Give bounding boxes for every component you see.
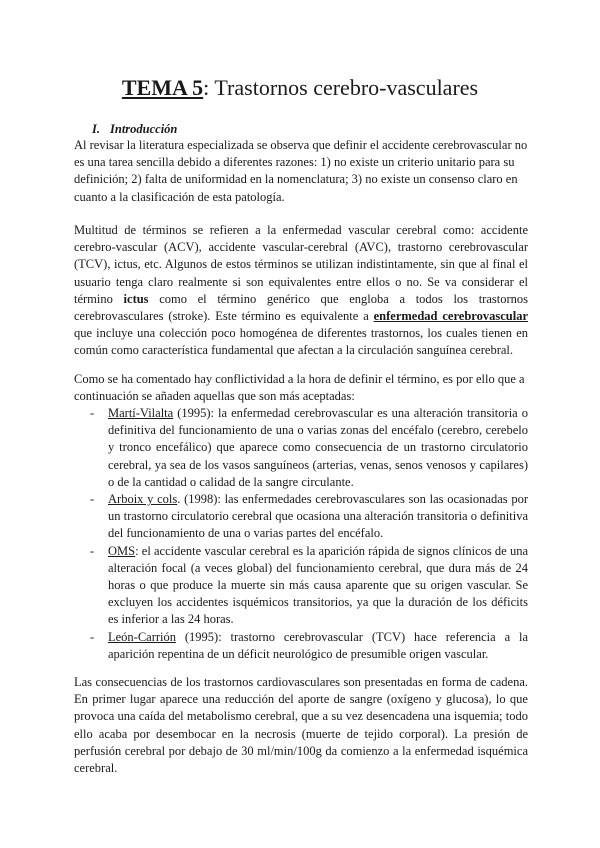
keyword-ictus: ictus <box>123 291 149 306</box>
list-item <box>74 543 528 629</box>
definition-text: . (1998): las enfermedades cerebrovasculares son las ocasionadas por un trastorno circulatorio cerebral que ocasiona una alteración transitoria o definitiva del funcionamiento de una o varias partes del encéfalo. <box>108 492 528 541</box>
list-dash: - <box>90 543 95 558</box>
section-number: I. <box>92 122 100 136</box>
definition-author: Martí-Vilalta <box>108 406 174 420</box>
paragraph-terminology-text-2: como el término genérico que engloba a todos los trastornos cerebrovasculares (stroke). Este término es equivalente a <box>74 291 528 324</box>
title-topic-number: TEMA 5 <box>121 75 204 100</box>
paragraph-definitions-intro: Como se ha comentado hay conflictividad a la hora de definir el término, es por ello que a continuación se añaden aquellas que son más aceptadas: <box>74 372 525 404</box>
list-item <box>74 405 528 491</box>
list-dash: - <box>90 629 95 644</box>
list-dash: - <box>90 406 95 420</box>
paragraph-intro: Al revisar la literatura especializada se observa que definir el accidente cerebrovascular no es una tarea sencilla debido a diferentes razones: 1) no existe un criterio unitario para su definición; 2) falta de uniformidad en la nomenclatura; 3) no existe un consenso claro en cuanto a la clasificación de esta patología. <box>74 138 528 204</box>
definition-author: Arboix y cols <box>108 492 178 507</box>
paragraph-consequences: Las consecuencias de los trastornos cardiovasculares son presentadas en forma de cadena. En primer lugar aparece una reducción del aporte de sangre (oxígeno y glucosa), lo que provoca una caída del metabolismo cerebral, que a su vez desencadena una isquemia; todo ello acaba por desembocar en la necrosis (muerte de tejido corporal). La presión de perfusión cerebral por debajo de 30 ml/min/100g da comienzo a la enfermedad isquémica cerebral. <box>74 675 528 776</box>
definition-author: OMS <box>108 543 136 558</box>
section-heading <box>92 122 177 137</box>
section-label: Introducción <box>110 122 178 136</box>
list-dash: - <box>90 492 95 507</box>
definition-text: (1995): la enfermedad cerebrovascular es una alteración transitoria o definitiva del funcionamiento de una o varias zonas del encéfalo (cerebro, cerebelo y tronco encefálico) que aparece como consecuencia de un trastorno circulatorio cerebral, ya sea de los vasos sanguíneos (arterias, venas, senos venosos y capilares) o de la cantidad o calidad de la sangre circulante. <box>108 406 528 489</box>
paragraph-terminology <box>74 222 528 360</box>
definition-text: : el accidente vascular cerebral es la aparición rápida de signos clínicos de una alteración focal (a veces global) del funcionamiento cerebral, que dura más de 24 horas o que produce la muerte sin más causa aparente que su origen vascular. Se excluyen los accidentes isquémicos transitorios, ya que la duración de los déficits es inferior a las 24 horas. <box>108 543 528 627</box>
list-item <box>74 629 528 663</box>
keyword-enfermedad-cerebrovascular: enfermedad cerebrovascular <box>373 309 528 324</box>
title-topic-name: : Trastornos cerebro-vasculares <box>203 75 479 100</box>
paragraph-terminology-text-1: Multitud de términos se refieren a la enfermedad vascular cerebral como: accidente cerebro-vascular (ACV), accidente vascular-cerebral (AVC), trastorno cerebrovascular (TCV), ictus, etc. Algunos de estos términos se utilizan indistintamente, sin que al final el usuario tenga claro realmente si son equivalentes entre ellos o no. Se va considerar el término <box>74 223 528 306</box>
definitions-list <box>74 405 528 663</box>
list-item <box>74 491 528 543</box>
definition-text: (1995): trastorno cerebrovascular (TCV) hace referencia a la aparición repentina de un déficit neurológico de presumible origen vascular. <box>108 629 528 661</box>
paragraph-terminology-text-3: que incluye una colección poco homogénea de diferentes trastornos, los cuales tienen en común como característica fundamental que afectan a la circulación sanguínea cerebral. <box>74 326 528 358</box>
definition-author: León-Carrión <box>108 629 177 644</box>
page-title <box>0 74 600 102</box>
